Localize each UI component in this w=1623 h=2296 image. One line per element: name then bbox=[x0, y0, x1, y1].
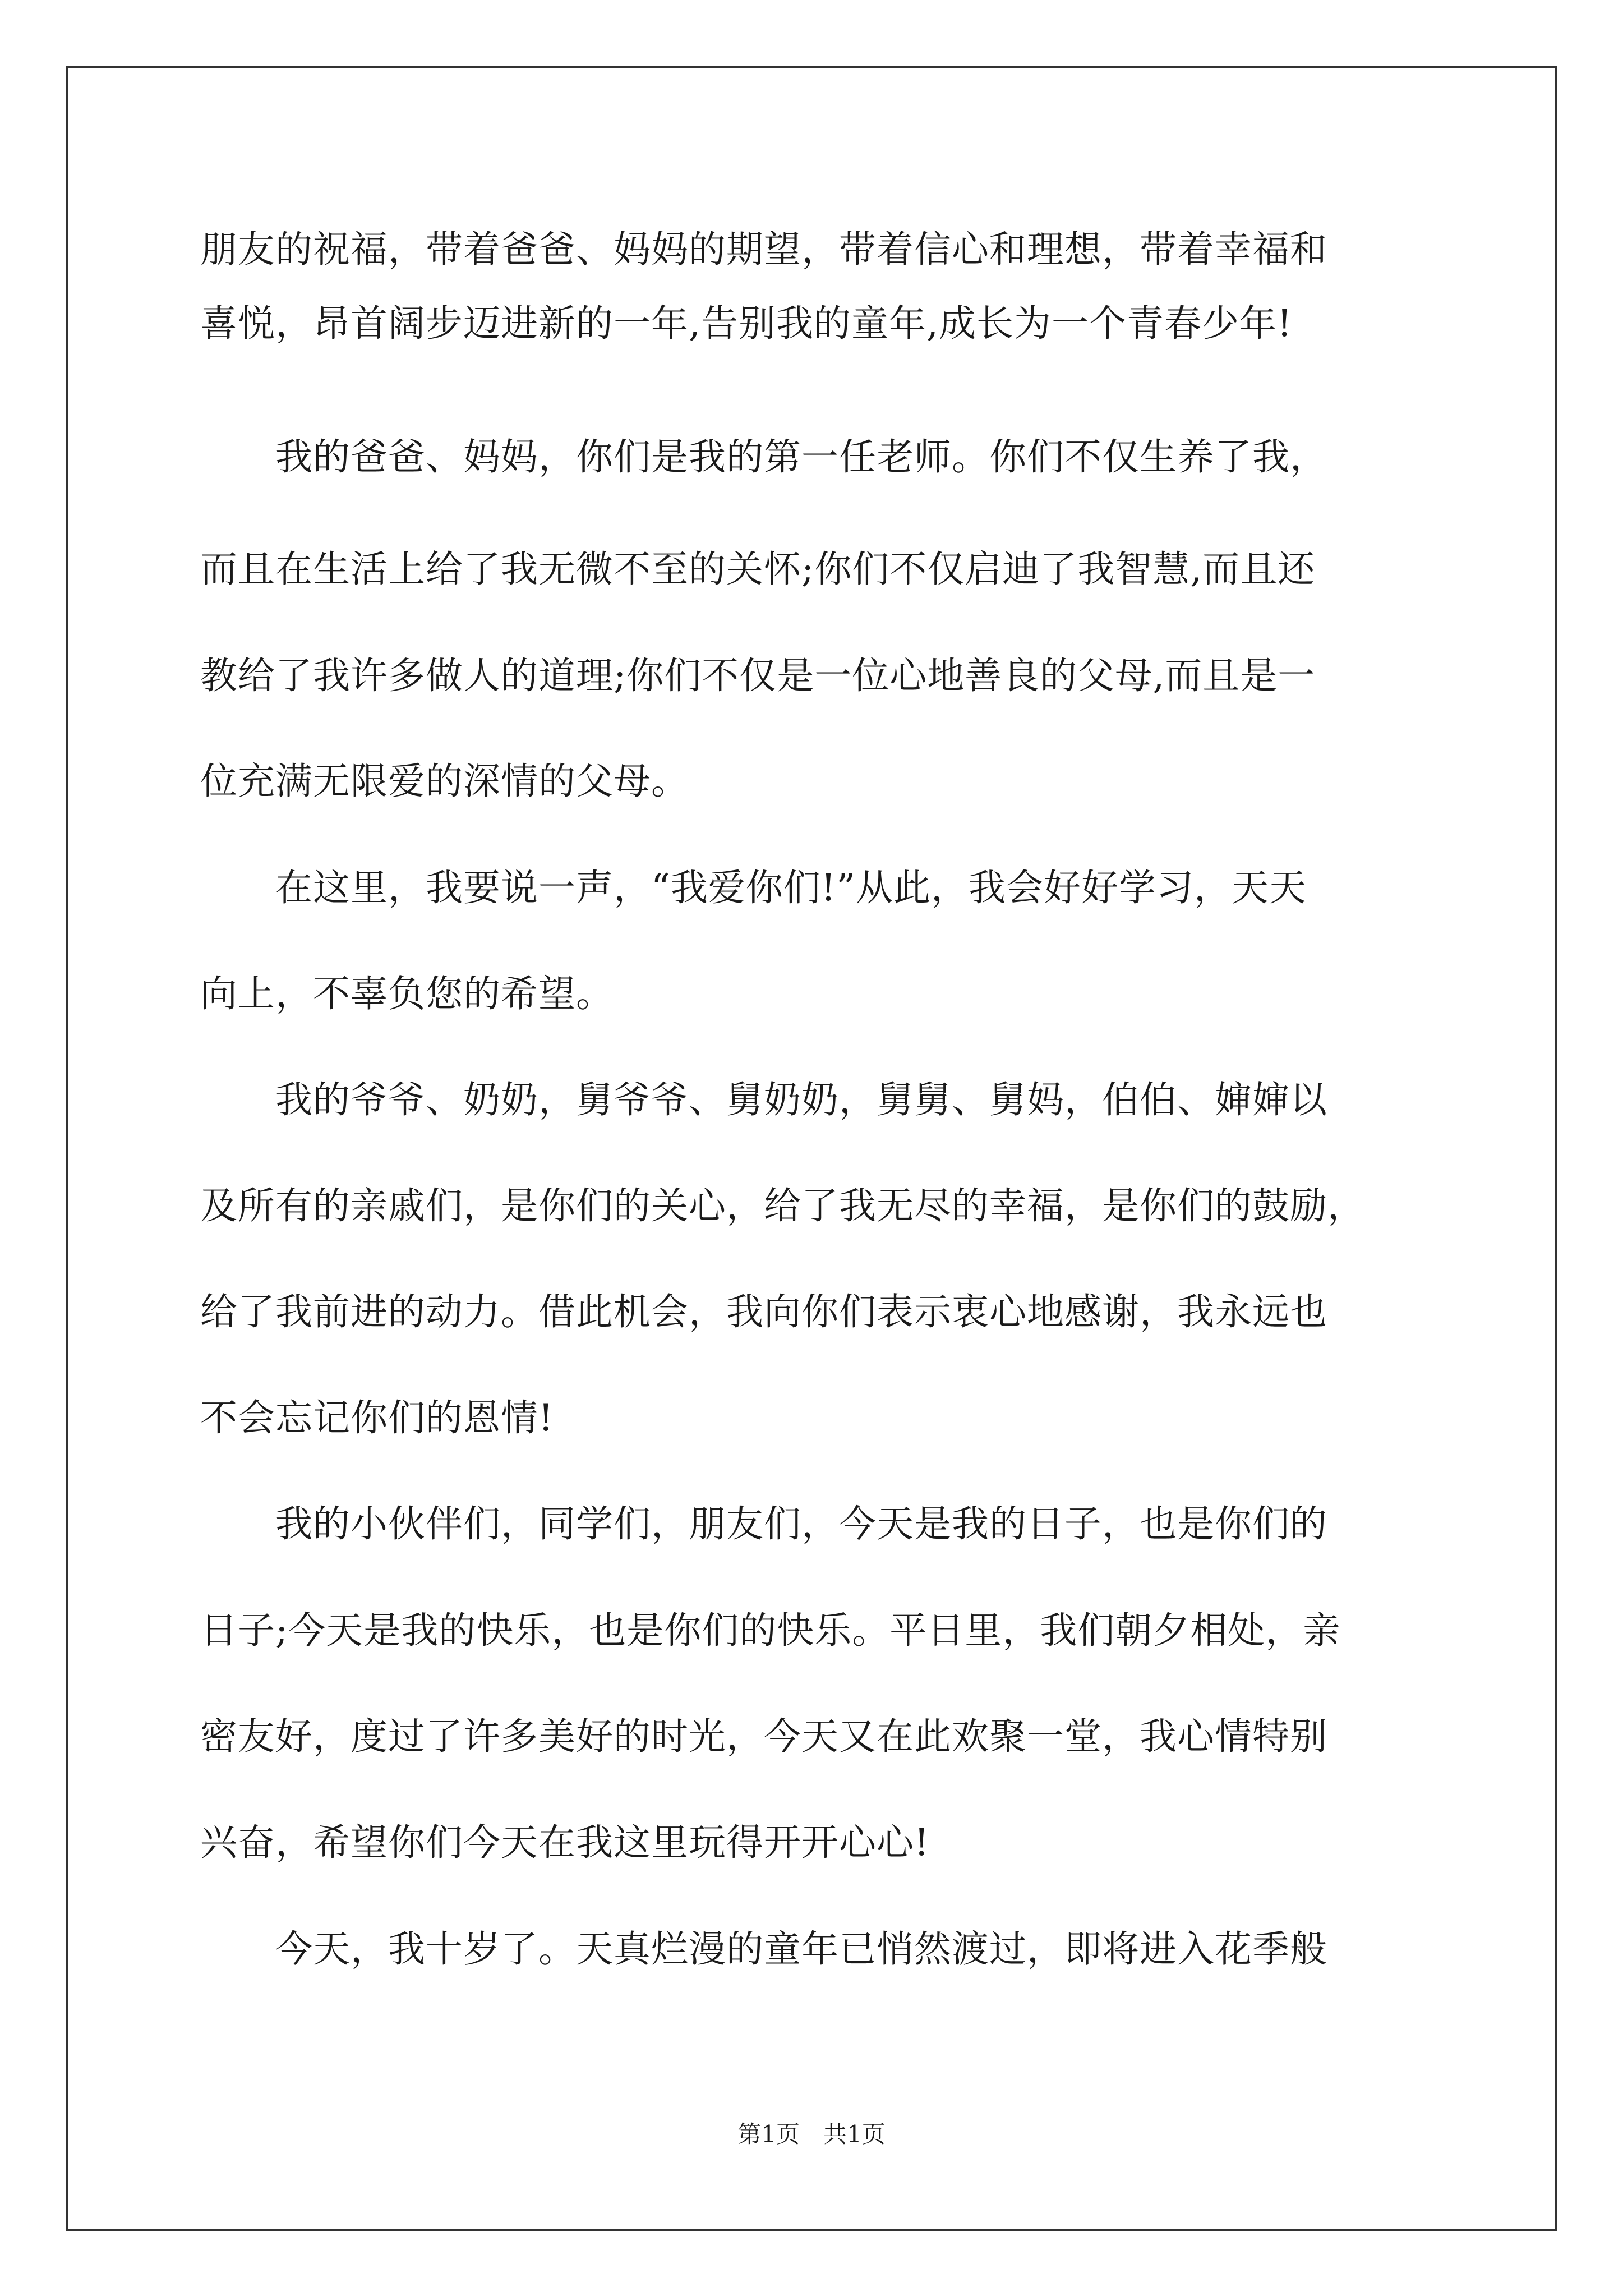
body-line-17: 今天，我十岁了。天真烂漫的童年已悄然渡过，即将进入花季般 bbox=[200, 1927, 1327, 1971]
body-line-14: 日子;今天是我的快乐，也是你们的快乐。平日里，我们朝夕相处，亲 bbox=[200, 1609, 1341, 1652]
body-line-9: 我的爷爷、奶奶，舅爷爷、舅奶奶，舅舅、舅妈，伯伯、婶婶以 bbox=[200, 1078, 1327, 1121]
page-footer: 第1页 共1页 bbox=[737, 2120, 886, 2148]
body-line-8: 向上，不辜负您的希望。 bbox=[200, 972, 614, 1015]
body-line-2: 喜悦，昂首阔步迈进新的一年,告别我的童年,成长为一个青春少年! bbox=[200, 302, 1293, 345]
body-line-10: 及所有的亲戚们，是你们的关心，给了我无尽的幸福，是你们的鼓励， bbox=[200, 1184, 1365, 1227]
body-line-7: 在这里，我要说一声，“我爱你们!”从此，我会好好学习，天天 bbox=[200, 866, 1307, 909]
body-line-1: 朋友的祝福，带着爸爸、妈妈的期望，带着信心和理想，带着幸福和 bbox=[200, 228, 1327, 271]
page-border bbox=[66, 66, 1557, 2231]
body-line-16: 兴奋，希望你们今天在我这里玩得开开心心! bbox=[200, 1821, 930, 1864]
body-line-3: 我的爸爸、妈妈，你们是我的第一任老师。你们不仅生养了我， bbox=[200, 435, 1327, 478]
body-line-13: 我的小伙伴们，同学们，朋友们，今天是我的日子，也是你们的 bbox=[200, 1502, 1327, 1545]
body-line-15: 密友好，度过了许多美好的时光，今天又在此欢聚一堂，我心情特别 bbox=[200, 1715, 1327, 1758]
body-line-6: 位充满无限爱的深情的父母。 bbox=[200, 760, 689, 803]
body-line-11: 给了我前进的动力。借此机会，我向你们表示衷心地感谢，我永远也 bbox=[200, 1290, 1327, 1333]
body-line-4: 而且在生活上给了我无微不至的关怀;你们不仅启迪了我智慧,而且还 bbox=[200, 547, 1316, 591]
body-line-12: 不会忘记你们的恩情! bbox=[200, 1396, 554, 1439]
body-line-5: 教给了我许多做人的道理;你们不仅是一位心地善良的父母,而且是一 bbox=[200, 654, 1316, 697]
